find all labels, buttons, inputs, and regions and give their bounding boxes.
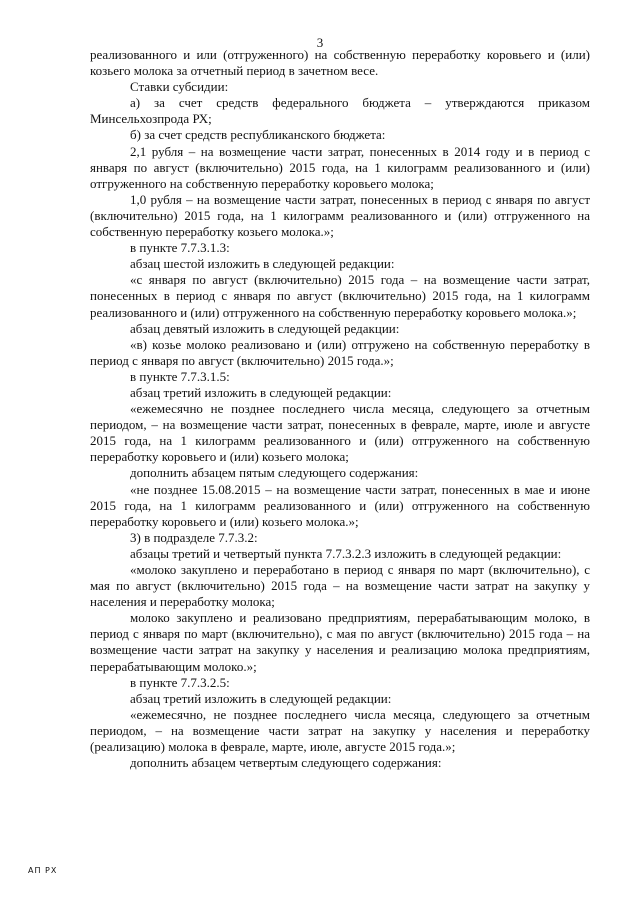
paragraph: «не позднее 15.08.2015 – на возмещение части затрат, понесенных в мае и июне 2015 года, на 1 килограмм реализованного и (или) отгруженного на собственную переработку коровьего и (или) козьего молока.»; bbox=[90, 481, 590, 529]
paragraph: молоко закуплено и реализовано предприятиям, перерабатывающим молоко, в период с января по март (включительно), с мая по август (включительно) 2015 года – на возмещение части затрат на закупку у населения и реализацию молока предприятиям, перерабатывающим молоко.»; bbox=[90, 610, 590, 674]
paragraph: «в) козье молоко реализовано и (или) отгружено на собственную переработку в период с января по август (включительно) 2015 года.»; bbox=[90, 336, 590, 368]
paragraph: реализованного и или (отгруженного) на собственную переработку коровьего и (или) козьего молока за отчетный период в зачетном весе. bbox=[90, 47, 590, 79]
paragraph: «с января по август (включительно) 2015 года – на возмещение части затрат, понесенных в период с января по август (включительно) 2015 года, на 1 килограмм реализованного и (или) отгруженного на собственную переработку коровьего молока.»; bbox=[90, 272, 590, 320]
paragraph: «ежемесячно не позднее последнего числа месяца, следующего за отчетным периодом, – на возмещение части затрат, понесенных в феврале, марте, июле и августе 2015 года, на 1 килограмм реализованного и (или) отгруженного на собственную переработку коровьего и (или) козьего молока; bbox=[90, 401, 590, 465]
paragraph: «молоко закуплено и переработано в период с января по март (включительно), с мая по август (включительно) 2015 года – на возмещение части затрат на закупку у населения и переработку молока; bbox=[90, 562, 590, 610]
paragraph: 2,1 рубля – на возмещение части затрат, понесенных в 2014 году и в период с января по август (включительно) 2015 года, на 1 килограмм реализованного и (или) отгруженного на собственную переработку коровьего молока; bbox=[90, 143, 590, 191]
paragraph: абзац девятый изложить в следующей редакции: bbox=[130, 320, 400, 336]
paragraph: б) за счет средств республиканского бюджета: bbox=[130, 127, 386, 143]
paragraph: а) за счет средств федерального бюджета – утверждаются приказом Минсельхозпрода РХ; bbox=[90, 95, 590, 127]
paragraph: дополнить абзацем четвертым следующего содержания: bbox=[130, 755, 442, 771]
paragraph: Ставки субсидии: bbox=[130, 79, 229, 95]
paragraph: в пункте 7.7.3.1.5: bbox=[130, 368, 230, 384]
paragraph: в пункте 7.7.3.2.5: bbox=[130, 674, 230, 690]
paragraph: абзац третий изложить в следующей редакции: bbox=[130, 690, 392, 706]
paragraph: в пункте 7.7.3.1.3: bbox=[130, 240, 230, 256]
paragraph: абзацы третий и четвертый пункта 7.7.3.2.3 изложить в следующей редакции: bbox=[130, 545, 562, 561]
paragraph: абзац шестой изложить в следующей редакции: bbox=[130, 256, 395, 272]
footer-mark: АП РХ bbox=[28, 866, 58, 875]
paragraph: дополнить абзацем пятым следующего содержания: bbox=[130, 465, 419, 481]
paragraph: «ежемесячно, не позднее последнего числа месяца, следующего за отчетным периодом, – на возмещение части затрат на закупку у населения и переработку (реализацию) молока в феврале, марте, июле, августе 2015 года.»; bbox=[90, 706, 590, 755]
body-text bbox=[90, 47, 590, 771]
page-number: 3 bbox=[316, 35, 324, 50]
paragraph: 1,0 рубля – на возмещение части затрат, понесенных в период с января по август (включительно) 2015 года, на 1 килограмм реализованного и (или) отгруженного на собственную переработку козьего молока.»; bbox=[90, 191, 590, 240]
paragraph: 3) в подразделе 7.7.3.2: bbox=[130, 529, 258, 545]
paragraph: абзац третий изложить в следующей редакции: bbox=[130, 384, 392, 400]
